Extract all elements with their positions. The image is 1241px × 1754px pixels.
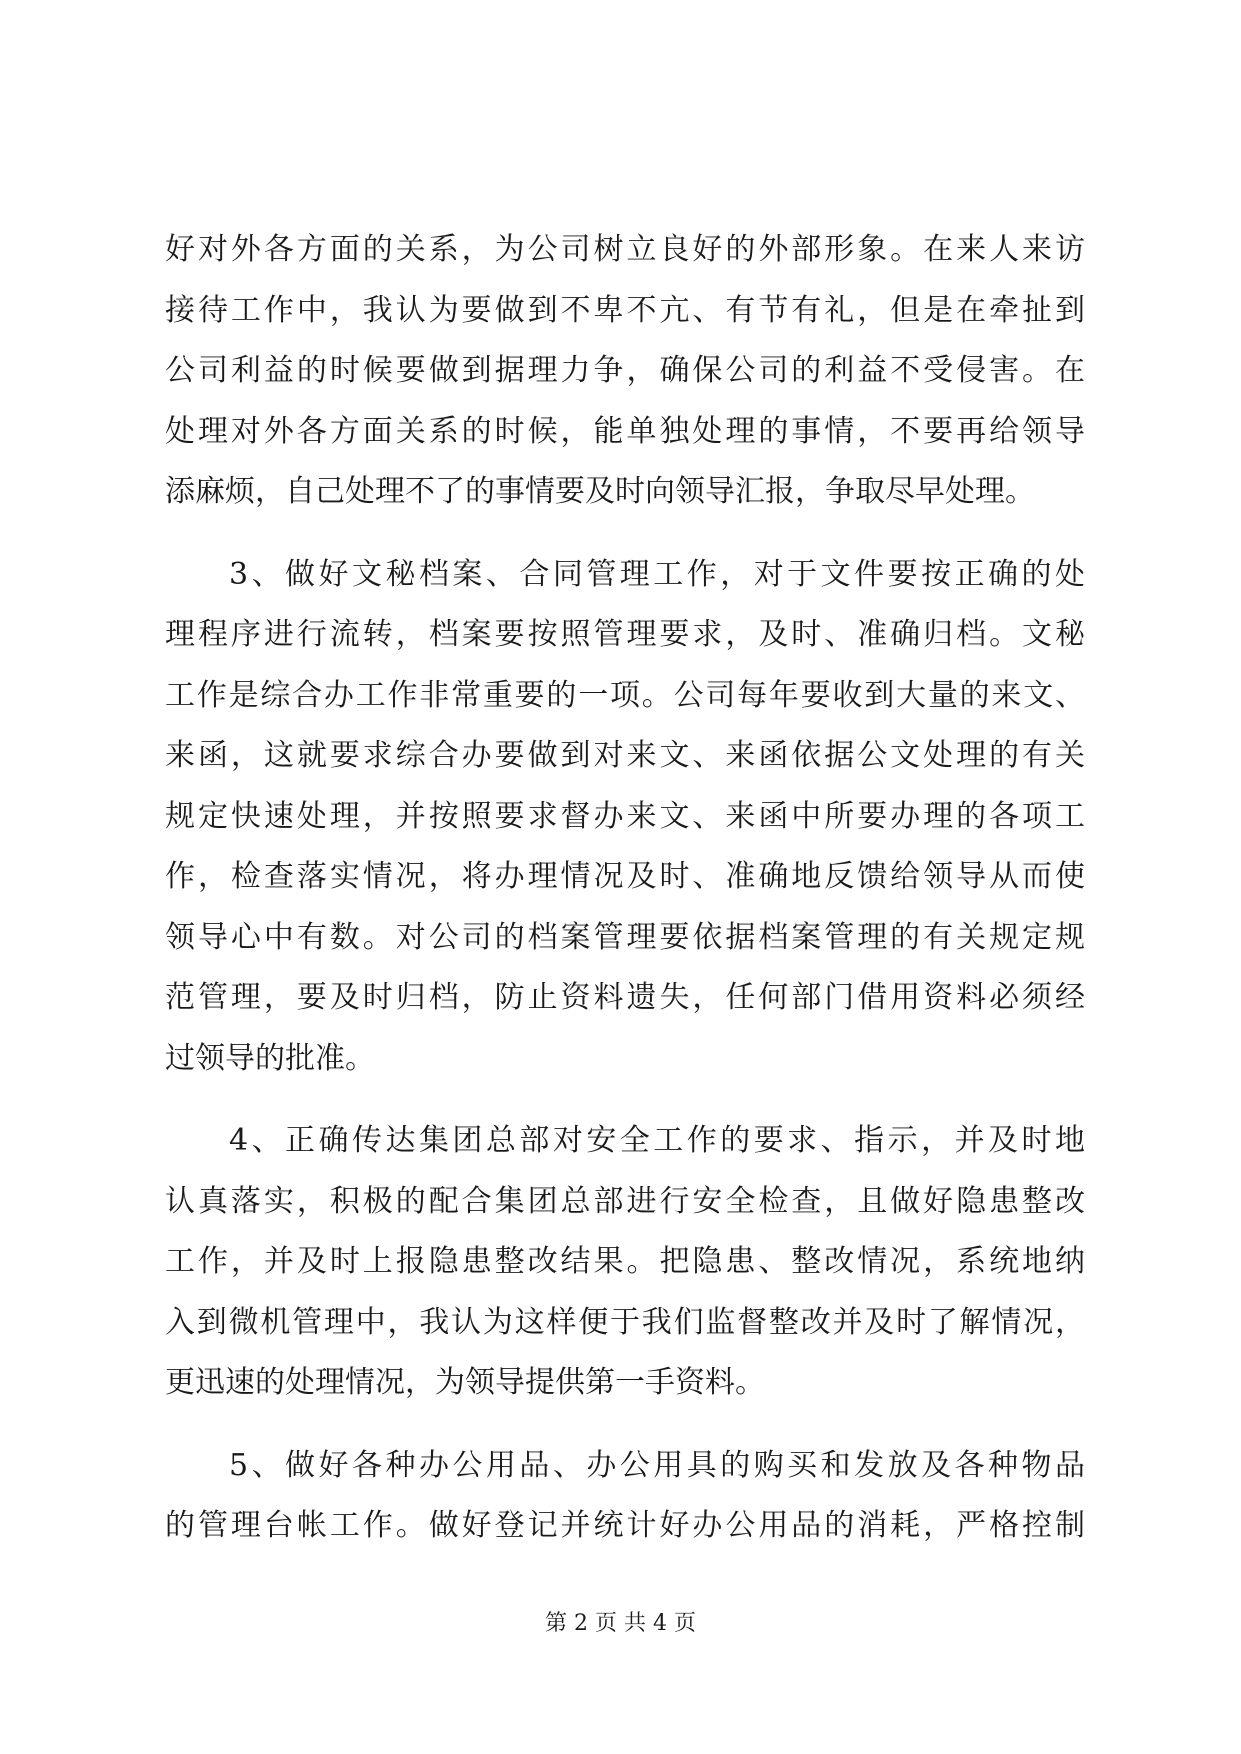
text-line: 公司利益的时候要做到据理力争，确保公司的利益不受侵害。在 bbox=[165, 353, 1085, 388]
text-line: 4、正确传达集团总部对安全工作的要求、指示，并及时地 bbox=[229, 1123, 1085, 1158]
text-line: 认真落实，积极的配合集团总部进行安全检查，且做好隐患整改 bbox=[165, 1183, 1085, 1219]
text-line: 好对外各方面的关系，为公司树立良好的外部形象。在来人来访 bbox=[165, 232, 1085, 267]
text-line: 工作是综合办工作非常重要的一项。公司每年要收到大量的来文、 bbox=[165, 677, 1085, 713]
text-line: 更迅速的处理情况，为领导提供第一手资料。 bbox=[165, 1365, 765, 1400]
page-number-footer: 第 2 页 共 4 页 bbox=[545, 1611, 696, 1636]
text-line: 规定快速处理，并按照要求督办来文、来函中所要办理的各项工 bbox=[165, 798, 1085, 834]
text-line: 来函，这就要求综合办要做到对来文、来函依据公文处理的有关 bbox=[165, 738, 1085, 773]
text-line: 添麻烦，自己处理不了的事情要及时向领导汇报，争取尽早处理。 bbox=[165, 474, 1035, 509]
document-body bbox=[165, 228, 1085, 1565]
text-line: 领导心中有数。对公司的档案管理要依据档案管理的有关规定规 bbox=[165, 919, 1085, 955]
text-line: 工作，并及时上报隐患整改结果。把隐患、整改情况，系统地纳 bbox=[165, 1244, 1085, 1279]
text-line: 入到微机管理中，我认为这样便于我们监督整改并及时了解情况， bbox=[165, 1304, 1085, 1340]
text-line: 处理对外各方面关系的时候，能单独处理的事情，不要再给领导 bbox=[165, 413, 1085, 449]
text-line: 理程序进行流转，档案要按照管理要求，及时、准确归档。文秘 bbox=[165, 617, 1085, 652]
text-line: 3、做好文秘档案、合同管理工作，对于文件要按正确的处 bbox=[229, 556, 1085, 592]
text-line: 5、做好各种办公用品、办公用具的购买和发放及各种物品 bbox=[229, 1447, 1085, 1483]
text-line: 接待工作中，我认为要做到不卑不亢、有节有礼，但是在牵扯到 bbox=[165, 292, 1085, 328]
text-line: 范管理，要及时归档，防止资料遗失，任何部门借用资料必须经 bbox=[165, 980, 1085, 1015]
text-line: 作，检查落实情况，将办理情况及时、准确地反馈给领导从而使 bbox=[165, 859, 1085, 894]
text-line: 的管理台帐工作。做好登记并统计好办公用品的消耗，严格控制 bbox=[165, 1508, 1085, 1543]
text-line: 过领导的批准。 bbox=[165, 1040, 375, 1076]
